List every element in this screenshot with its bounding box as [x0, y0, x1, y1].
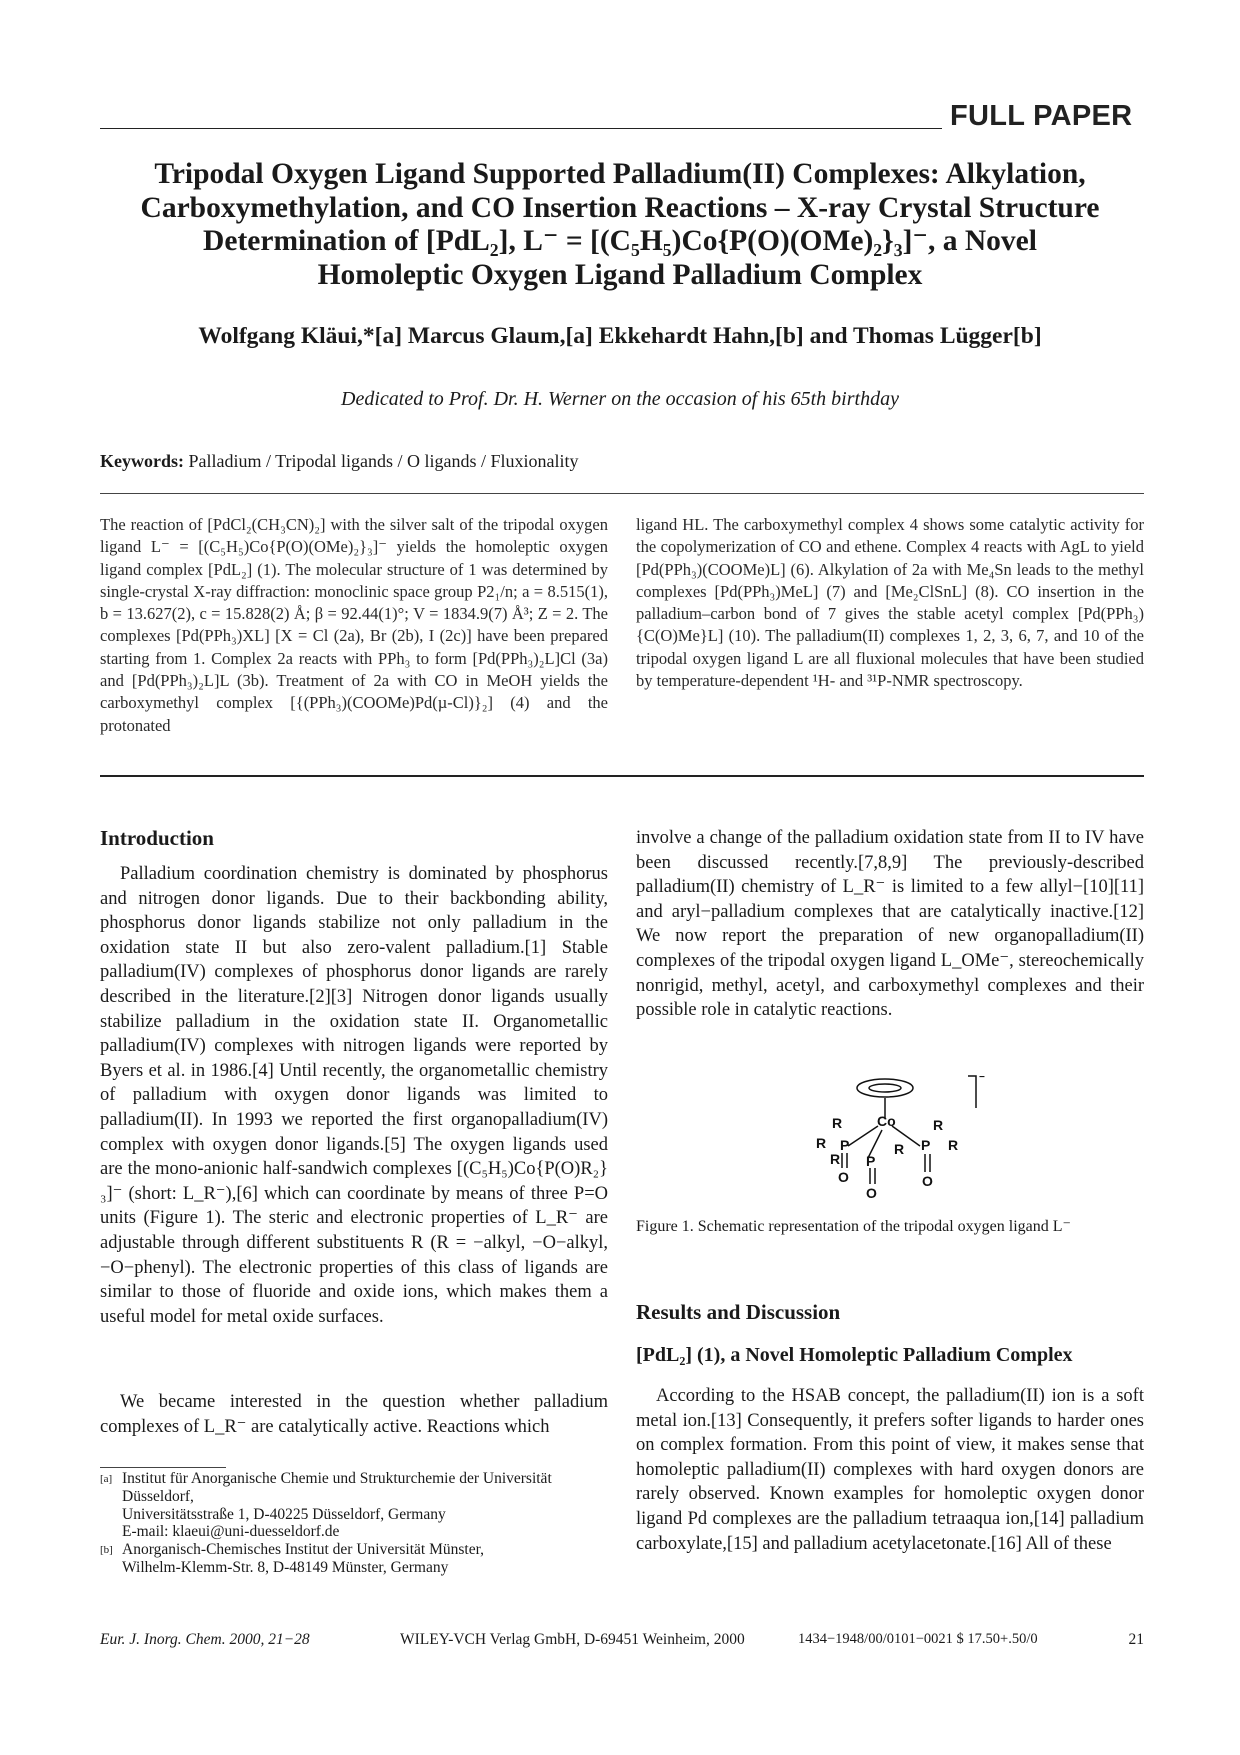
charge-label: − — [979, 1072, 985, 1083]
substituent-label: R — [830, 1151, 841, 1167]
section-subheading: [PdL₂] (1), a Novel Homoleptic Palladium Complex — [636, 1344, 1073, 1366]
page-number: 21 — [1128, 1631, 1144, 1648]
substituent-label: R — [816, 1135, 827, 1151]
footnote-text — [122, 1470, 620, 1541]
results-paragraph — [636, 1384, 1144, 1556]
publisher-line: WILEY-VCH Verlag GmbH, D-69451 Weinheim, 2000 — [400, 1631, 745, 1648]
oxygen-label: O — [866, 1185, 877, 1201]
substituent-label: R — [832, 1115, 843, 1131]
footnote-item — [100, 1470, 620, 1541]
oxygen-label: O — [922, 1173, 933, 1189]
footnote-line: Wilhelm-Klemm-Str. 8, D-48149 Münster, Germany — [122, 1558, 449, 1576]
footnote-line: E-mail: klaeui@uni-duesseldorf.de — [122, 1523, 340, 1541]
substituent-label: R — [894, 1141, 905, 1157]
dedication: Dedicated to Prof. Dr. H. Werner on the occasion of his 65th birthday — [341, 388, 899, 410]
introduction-heading: Introduction — [100, 826, 214, 850]
abstract-top-rule — [100, 493, 1144, 494]
right-column-paragraph — [636, 826, 1144, 1023]
journal-reference: Eur. J. Inorg. Chem. 2000, 21−28 — [100, 1631, 310, 1648]
figure-caption: Figure 1. Schematic representation of the tripodal oxygen ligand L⁻ — [636, 1218, 1071, 1235]
ligand-structure-figure — [790, 1068, 990, 1218]
footnote-mark: [b] — [100, 1544, 113, 1557]
title-line: Determination of [PdL₂], L⁻ = [(C₅H₅)Co{P(O)(OMe)₂}₃]⁻, a Novel — [203, 225, 1037, 257]
footnote-text — [122, 1541, 620, 1577]
title-line: Homoleptic Oxygen Ligand Palladium Complex — [317, 258, 923, 291]
header-rule — [100, 128, 942, 129]
footnote-mark: [a] — [100, 1473, 113, 1485]
footnote-rule — [100, 1467, 226, 1468]
author-list: Wolfgang Kläui,*[a] Marcus Glaum,[a] Ekkehardt Hahn,[b] and Thomas Lügger[b] — [198, 323, 1042, 349]
abstract-right-column: ligand HL. The carboxymethyl complex 4 shows some catalytic activity for the copolymerization of CO and ethene. Complex 4 reacts with AgL to yield [Pd(PPh₃)(COOMe)L] (6). Alkylation of 2a with Me₄Sn leads to the methyl complexes [Pd(PPh₃)MeL] (7) and [Me₂ClSnL] (8). CO insertion in the palladium–carbon bond of 7 gives the stable acetyl complex [Pd(PPh₃){C(O)Me}L] (10). The palladium(II) complexes 1, 2, 3, 6, 7, and 10 of the tripodal oxygen ligand L are all fluxional molecules that have been studied by temperature-dependent ¹H- and ³¹P-NMR spectroscopy. — [636, 515, 1144, 691]
aromatic-circle — [869, 1084, 901, 1092]
introduction-paragraph — [100, 862, 608, 1386]
footnote-line: Anorganisch-Chemisches Institut der Universität Münster, — [122, 1541, 484, 1559]
cyclopentadienyl-ring — [857, 1079, 913, 1097]
phosphorus-label: P — [866, 1153, 876, 1169]
paragraph-text: According to the HSAB concept, the palladium(II) ion is a soft metal ion.[13] Consequently, it prefers softer ligands to harder ones on complex formation. From this point of view, it makes sense that homoleptic palladium(II) complexes with hard oxygen donors are rarely observed. Known examples for homoleptic oxygen donor ligand Pd complexes are the palladium tetraaqua ion,[14] palladium carboxylate,[15] and palladium acetylacetonate.[16] All of these — [636, 1386, 1144, 1554]
substituent-label: R — [933, 1117, 944, 1133]
phosphorus-label: P — [921, 1137, 931, 1153]
paper-title — [100, 158, 1140, 292]
title-line: Tripodal Oxygen Ligand Supported Palladium(II) Complexes: Alkylation, — [154, 158, 1086, 190]
keywords-label: Keywords: — [100, 451, 184, 471]
bond-line — [848, 1126, 878, 1146]
oxygen-label: O — [838, 1169, 849, 1185]
footnote-item — [100, 1541, 620, 1577]
affiliation-footnotes — [100, 1470, 620, 1577]
charge-bracket — [968, 1076, 976, 1108]
keywords-text: Palladium / Tripodal ligands / O ligands / Fluxionality — [188, 451, 579, 471]
results-heading: Results and Discussion — [636, 1300, 841, 1324]
abstract-left-column: The reaction of [PdCl₂(CH₃CN)₂] with the silver salt of the tripodal oxygen ligand L⁻ = [(C₅H₅)Co{P(O)(OMe)₂}₃]⁻ yields the homoleptic oxygen ligand complex [PdL₂] (1). The molecular structure of 1 was determined by single-crystal X-ray diffraction: monoclinic space group P2₁/n; a = 8.515(1), b = 13.627(2), c = 15.828(2) Å; β = 92.44(1)°; V = 1834.9(7) Å³; Z = 2. The complexes [Pd(PPh₃)XL] [X = Cl (2a), Br (2b), I (2c)] have been prepared starting from 1. Complex 2a reacts with PPh₃ to form [Pd(PPh₃)₂L]Cl (3a) and [Pd(PPh₃)₂L]L (3b). Treatment of 2a with CO in MeOH yields the carboxymethyl complex [{(PPh₃)(COOMe)Pd(µ-Cl)}₂] (4) and the protonated — [100, 515, 608, 735]
footnote-line: Universitätsstraße 1, D-40225 Düsseldorf, Germany — [122, 1505, 446, 1523]
paragraph-text: Palladium coordination chemistry is dominated by phosphorus and nitrogen donor ligands. Due to their backbonding ability, phosphorus donor ligands stabilize not only palladium in the oxidation state II but also zero-valent palladium.[1] Stable palladium(IV) complexes of phosphorus donor ligands are rarely described in the literature.[2][3] Nitrogen donor ligands usually stabilize palladium in the oxidation state II. Organometallic palladium(IV) complexes with nitrogen ligands were reported by Byers et al. in 1986.[4] Until recently, the organometallic chemistry of palladium with oxygen donor ligands was limited to palladium(II). In 1993 we reported the first organopalladium(IV) complex with oxygen donor ligands.[5] The oxygen ligands used are the mono-anionic half-sandwich complexes [(C₅H₅)Co{P(O)R₂}₃]⁻ (short: L_R⁻),[6] which can coordinate by means of three P=O units (Figure 1). The steric and electronic properties of L_R⁻ are adjustable through different substituents R (R = −alkyl, −O−alkyl, −O−phenyl). The electronic properties of this class of ligands are similar to those of fluoride and oxide ions, which makes them a useful model for metal oxide surfaces. — [100, 864, 608, 1327]
footnote-line: Institut für Anorganische Chemie und Strukturchemie der Universität Düsseldorf, — [122, 1470, 552, 1505]
paragraph-text: We became interested in the question whether palladium complexes of L_R⁻ are catalytically active. Reactions which — [100, 1392, 608, 1437]
abstract-bottom-rule — [100, 775, 1144, 777]
phosphorus-label: P — [840, 1137, 850, 1153]
section-label: FULL PAPER — [950, 100, 1133, 132]
cobalt-label: Co — [877, 1113, 896, 1129]
title-line: Carboxymethylation, and CO Insertion Reactions – X-ray Crystal Structure — [140, 191, 1100, 224]
introduction-paragraph — [100, 1390, 608, 1439]
substituent-label: R — [948, 1137, 959, 1153]
keywords — [100, 451, 579, 472]
paragraph-text: involve a change of the palladium oxidation state from II to IV have been discussed recently.[7,8,9] The previously-described palladium(II) chemistry of L_R⁻ is limited to a few allyl−[10][11] and aryl−palladium complexes that are catalytically inactive.[12] We now report the preparation of new organopalladium(II) complexes of the tripodal oxygen ligand L_OMe⁻, stereochemically nonrigid, methyl, acetyl, and carboxymethyl complexes and their possible role in catalytic reactions. — [636, 828, 1144, 1021]
issn-line: 1434−1948/00/0101−0021 $ 17.50+.50/0 — [798, 1631, 1038, 1647]
